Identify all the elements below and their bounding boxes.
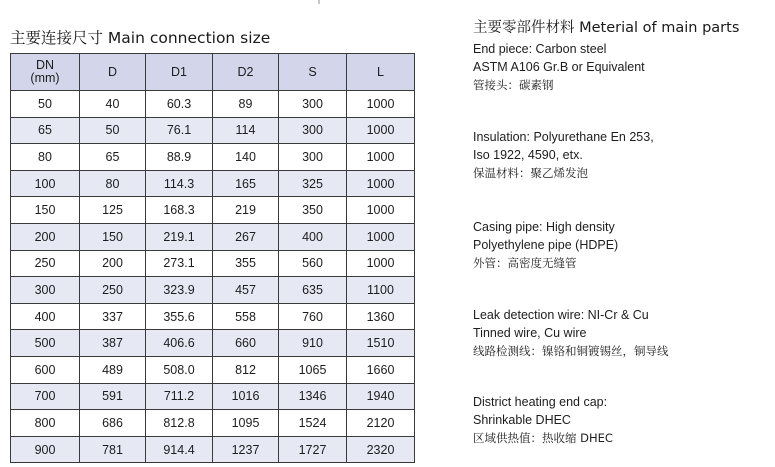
material-end-piece [473, 40, 645, 94]
table-row [11, 117, 415, 144]
cell-d1: 355.6 [146, 303, 213, 330]
cell-l: 1100 [347, 277, 415, 304]
material-line: Casing pipe: High density [473, 220, 615, 234]
cell-d: 489 [80, 356, 146, 383]
cell-s: 325 [279, 170, 347, 197]
cell-l: 1000 [347, 197, 415, 224]
cell-d2: 1237 [213, 436, 279, 463]
cell-d: 250 [80, 277, 146, 304]
cell-d: 50 [80, 117, 146, 144]
cell-d2: 219 [213, 197, 279, 224]
cell-dn: 250 [11, 250, 80, 277]
cell-d2: 165 [213, 170, 279, 197]
cell-d2: 812 [213, 356, 279, 383]
cell-d: 781 [80, 436, 146, 463]
cell-d1: 914.4 [146, 436, 213, 463]
table-header-row [11, 54, 415, 91]
cell-l: 1360 [347, 303, 415, 330]
table-row [11, 197, 415, 224]
cell-d: 337 [80, 303, 146, 330]
cell-s: 300 [279, 144, 347, 171]
header-dn-label: DN (mm) [30, 58, 60, 85]
header-l: L [347, 54, 415, 91]
cell-d1: 76.1 [146, 117, 213, 144]
cell-l: 1660 [347, 356, 415, 383]
cell-dn: 200 [11, 223, 80, 250]
cell-d: 591 [80, 383, 146, 410]
material-line-cn: 线路检测线：镍铬和铜镀锡丝，铜导线 [473, 344, 669, 358]
table-row [11, 436, 415, 463]
cell-l: 1510 [347, 330, 415, 357]
cell-d2: 267 [213, 223, 279, 250]
table-row [11, 144, 415, 171]
header-d2: D2 [213, 54, 279, 91]
cell-l: 1000 [347, 223, 415, 250]
material-line: End piece: Carbon steel [473, 42, 607, 56]
material-line-cn: 外管：高密度无缝管 [473, 256, 577, 270]
cell-dn: 800 [11, 410, 80, 437]
cell-l: 1000 [347, 91, 415, 118]
cell-dn: 600 [11, 356, 80, 383]
cell-d2: 114 [213, 117, 279, 144]
cell-dn: 300 [11, 277, 80, 304]
cell-s: 1524 [279, 410, 347, 437]
table-row [11, 277, 415, 304]
cell-l: 1000 [347, 117, 415, 144]
cell-d: 686 [80, 410, 146, 437]
cell-dn: 700 [11, 383, 80, 410]
cell-d: 387 [80, 330, 146, 357]
cell-d1: 812.8 [146, 410, 213, 437]
material-end-cap [473, 393, 613, 447]
header-dn [11, 54, 80, 91]
cell-d: 65 [80, 144, 146, 171]
cell-d1: 508.0 [146, 356, 213, 383]
cell-s: 560 [279, 250, 347, 277]
material-line: Leak detection wire: NI-Cr & Cu [473, 308, 649, 322]
cell-dn: 500 [11, 330, 80, 357]
table-row [11, 91, 415, 118]
cell-s: 400 [279, 223, 347, 250]
material-line-cn: 保温材料：聚乙烯发泡 [473, 166, 588, 180]
cell-dn: 80 [11, 144, 80, 171]
material-line: Insulation: Polyurethane En 253, [473, 130, 654, 144]
material-line: Tinned wire, Cu wire [473, 326, 587, 340]
cell-d1: 406.6 [146, 330, 213, 357]
cell-s: 1065 [279, 356, 347, 383]
material-leak-detection-wire [473, 306, 669, 360]
cell-d: 125 [80, 197, 146, 224]
cell-s: 350 [279, 197, 347, 224]
cell-d2: 355 [213, 250, 279, 277]
material-line: Iso 1922, 4590, etx. [473, 148, 583, 162]
materials-title: 主要零部件材料 Meterial of main parts [473, 20, 740, 36]
cell-s: 760 [279, 303, 347, 330]
cell-d1: 323.9 [146, 277, 213, 304]
material-line-cn: 区域供热值：热收缩 DHEC [473, 431, 613, 445]
cell-d2: 89 [213, 91, 279, 118]
table-row [11, 330, 415, 357]
cell-dn: 50 [11, 91, 80, 118]
cell-d: 150 [80, 223, 146, 250]
connection-size-table [10, 53, 415, 463]
cell-d: 40 [80, 91, 146, 118]
table-row [11, 356, 415, 383]
table-row [11, 383, 415, 410]
cell-l: 2320 [347, 436, 415, 463]
cell-l: 2120 [347, 410, 415, 437]
cell-s: 1727 [279, 436, 347, 463]
cell-d: 80 [80, 170, 146, 197]
header-d: D [80, 54, 146, 91]
cell-d1: 219.1 [146, 223, 213, 250]
cell-s: 635 [279, 277, 347, 304]
cell-d2: 1016 [213, 383, 279, 410]
cell-s: 300 [279, 91, 347, 118]
cell-l: 1000 [347, 250, 415, 277]
cell-d1: 711.2 [146, 383, 213, 410]
material-line: ASTM A106 Gr.B or Equivalent [473, 60, 645, 74]
materials-panel [473, 16, 773, 445]
cell-d1: 168.3 [146, 197, 213, 224]
cell-d2: 1095 [213, 410, 279, 437]
top-edge-mark [318, 0, 320, 4]
cell-l: 1000 [347, 170, 415, 197]
material-casing-pipe [473, 218, 618, 272]
material-insulation [473, 128, 654, 182]
cell-s: 300 [279, 117, 347, 144]
table-body [11, 91, 415, 463]
cell-s: 910 [279, 330, 347, 357]
cell-dn: 100 [11, 170, 80, 197]
cell-l: 1000 [347, 144, 415, 171]
cell-d1: 60.3 [146, 91, 213, 118]
material-line: Shrinkable DHEC [473, 413, 571, 427]
main-connection-size-title: 主要连接尺寸 Main connection size [10, 29, 271, 47]
cell-l: 1940 [347, 383, 415, 410]
material-line: District heating end cap: [473, 395, 608, 409]
cell-s: 1346 [279, 383, 347, 410]
cell-d: 200 [80, 250, 146, 277]
cell-d2: 660 [213, 330, 279, 357]
table-row [11, 250, 415, 277]
header-s: S [279, 54, 347, 91]
table-row [11, 410, 415, 437]
cell-d2: 558 [213, 303, 279, 330]
cell-dn: 65 [11, 117, 80, 144]
cell-d1: 114.3 [146, 170, 213, 197]
cell-d2: 457 [213, 277, 279, 304]
table-row [11, 303, 415, 330]
cell-dn: 400 [11, 303, 80, 330]
cell-d2: 140 [213, 144, 279, 171]
cell-d1: 273.1 [146, 250, 213, 277]
table-row [11, 223, 415, 250]
material-line-cn: 管接头：碳素钢 [473, 78, 554, 92]
table-row [11, 170, 415, 197]
header-d1: D1 [146, 54, 213, 91]
cell-dn: 900 [11, 436, 80, 463]
material-line: Polyethylene pipe (HDPE) [473, 238, 619, 252]
cell-dn: 150 [11, 197, 80, 224]
cell-d1: 88.9 [146, 144, 213, 171]
